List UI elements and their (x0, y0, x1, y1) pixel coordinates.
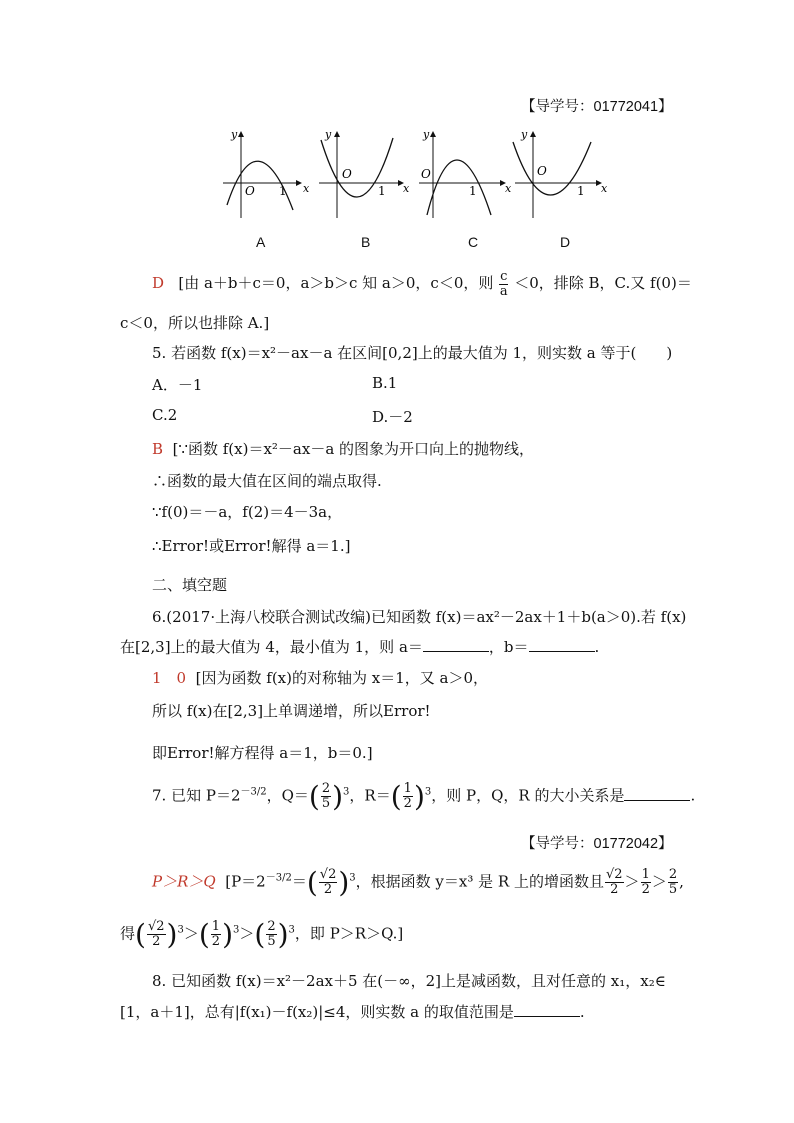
frac-num: c (500, 269, 508, 284)
graph-d (513, 128, 608, 218)
frac-den: 2 (403, 796, 412, 811)
frac-den: 5 (267, 934, 276, 949)
frac-num: √2 (147, 919, 165, 935)
question-7-pre: 7. 已知 P＝2 (152, 786, 241, 805)
x-axis-label-d: x (601, 182, 608, 195)
question-7-end: . (690, 786, 696, 805)
answer-4-text-b: ＜0，排除 B，C.又 f(0)＝ (514, 274, 692, 293)
graph-b (319, 128, 410, 218)
question-5-stem: 5. 若函数 f(x)＝x²－ax－a 在区间[0,2]上的最大值为 1，则实数 a 等于( ) (152, 344, 673, 362)
power-3: 3 (343, 786, 350, 798)
answer-6-line3: 即Error!解方程得 a＝1，b＝0.] (152, 744, 373, 762)
answer-7-line1 (152, 866, 684, 899)
power-3: 3 (349, 872, 356, 884)
frac-num: 2 (668, 867, 678, 883)
one-label-b: 1 (378, 184, 386, 198)
question-7-post: ，则 P，Q，R 的大小关系是 (431, 786, 625, 805)
option-label-a: A (256, 234, 266, 250)
paren-open: ( (198, 918, 210, 951)
question-8-text-b: . (579, 1003, 585, 1021)
equals: ＝ (291, 872, 307, 891)
question-5-option-a: A．－1 (152, 376, 203, 394)
fraction-1-2 (403, 782, 413, 810)
origin-label-c: O (421, 167, 431, 181)
paren-close: ) (277, 918, 289, 951)
option-label-c: C (468, 234, 479, 250)
reference-number-2: 【导学号：01772042】 (521, 836, 673, 852)
fraction-1-2 (641, 868, 651, 896)
x-axis-label-a: x (303, 182, 310, 195)
power-3: 3 (424, 786, 432, 798)
question-6-text-a: 在[2,3]上的最大值为 4，最小值为 1，则 a＝ (120, 638, 423, 656)
frac-num: 1 (641, 867, 650, 883)
power-3: 3 (288, 924, 295, 936)
paren-open: ( (390, 780, 402, 813)
question-8-line1: 8. 已知函数 f(x)＝x²－2ax＋5 在(－∞，2]上是减函数，且对任意的 x₁，x₂∈ (152, 972, 666, 990)
paren-close: ) (413, 780, 425, 813)
origin-label-a: O (245, 184, 255, 198)
y-axis-label-c: y (423, 128, 430, 141)
question-7 (152, 780, 695, 813)
question-6-line2 (120, 636, 599, 657)
frac-num: 2 (321, 781, 331, 797)
paren-open: ( (254, 918, 266, 951)
paren-close: ) (332, 780, 344, 813)
question-5-option-d: D.－2 (372, 408, 413, 426)
paren-close: ) (222, 918, 233, 951)
paren-open: ( (306, 866, 318, 899)
answer-6-line2: 所以 f(x)在[2,3]上单调递增，所以Error! (152, 702, 431, 720)
paren-close: ) (338, 866, 350, 899)
one-label-d: 1 (577, 184, 585, 198)
gt: ＞ (624, 872, 640, 891)
answer-7-l2-end: ，即 P＞R＞Q.] (294, 924, 404, 943)
question-6-text-c: . (594, 638, 600, 656)
frac-den: 5 (321, 796, 331, 811)
answer-4-text-a: [由 a＋b＋c＝0，a＞b＞c 知 a＞0，c＜0，则 (178, 274, 494, 293)
fraction-1-2 (211, 920, 221, 948)
exponent: －3/2 (265, 872, 292, 884)
one-label-a: 1 (279, 184, 287, 198)
fraction-2-5 (668, 868, 678, 896)
graphs-svg (215, 120, 615, 230)
question-7-q-label: ，Q＝ (266, 786, 309, 805)
origin-label-b: O (342, 167, 352, 181)
answer-6-text: [因为函数 f(x)的对称轴为 x＝1，又 a＞0， (195, 669, 489, 687)
frac-num: 2 (267, 919, 276, 935)
frac-den: 2 (323, 882, 333, 897)
frac-den: a (499, 283, 508, 299)
y-axis-label-d: y (521, 128, 528, 141)
origin-label-d: O (537, 164, 547, 178)
answer-5-line4: ∴Error!或Error!解得 a＝1.] (152, 537, 351, 555)
answer-7-result: P＞R＞Q (152, 872, 216, 891)
gt: ＞ (651, 872, 667, 891)
x-axis-label-b: x (403, 182, 410, 195)
answer-4-line2: c＜0，所以也排除 A.] (120, 314, 270, 332)
question-8-line2 (120, 1001, 585, 1022)
answer-7-pre: [P＝2 (225, 872, 266, 891)
question-6-line1: 6.(2017·上海八校联合测试改编)已知函数 f(x)＝ax²－2ax＋1＋b(a＞0).若 f(x) (152, 608, 687, 626)
frac-num: √2 (319, 867, 337, 883)
fraction-sqrt2-2 (147, 920, 166, 948)
answer-4-letter: D (152, 274, 165, 293)
power-3: 3 (233, 924, 240, 936)
question-5-option-b: B.1 (372, 374, 398, 392)
answer-7-l2-pre: 得 (120, 924, 136, 943)
fraction-2-5 (266, 920, 276, 948)
fraction-2-5 (321, 782, 331, 810)
paren-open: ( (135, 918, 146, 951)
graph-a (223, 128, 310, 218)
y-axis-label-a: y (231, 128, 238, 141)
fraction-c-over-a (499, 270, 508, 298)
answer-5-line3: ∵f(0)＝－a，f(2)＝4－3a， (152, 503, 343, 521)
answer-5-line2: ∴函数的最大值在区间的端点取得. (152, 472, 382, 490)
comma: , (679, 872, 684, 891)
frac-num: 1 (211, 919, 221, 935)
gt: ＞ (239, 924, 255, 943)
answer-5-text: [∵函数 f(x)＝x²－ax－a 的图象为开口向上的抛物线， (172, 440, 535, 458)
frac-den: 2 (152, 934, 161, 949)
question-6-text-b: ，b＝ (488, 638, 529, 656)
question-8-text-a: [1，a＋1]，总有|f(x₁)－f(x₂)|≤4，则实数 a 的取值范围是 (120, 1003, 514, 1021)
y-axis-label-b: y (325, 128, 332, 141)
frac-num: 1 (403, 781, 412, 797)
answer-blank-a[interactable] (423, 639, 489, 652)
frac-den: 2 (641, 882, 650, 897)
frac-den: 2 (211, 934, 221, 949)
paren-close: ) (166, 918, 178, 951)
frac-den: 2 (610, 882, 619, 897)
question-5-option-c: C.2 (152, 406, 178, 424)
answer-5-line1 (152, 438, 534, 459)
graph-c (419, 128, 512, 218)
fraction-sqrt2-2 (605, 868, 624, 896)
x-axis-label-c: x (505, 182, 512, 195)
answer-6-values: 1 0 (152, 669, 187, 687)
answer-5-letter: B (152, 440, 164, 458)
paren-open: ( (308, 780, 320, 813)
option-label-d: D (560, 234, 571, 250)
answer-7-line2 (120, 918, 403, 951)
option-label-b: B (361, 234, 371, 250)
answer-blank-q8[interactable] (514, 1004, 580, 1017)
answer-blank-b[interactable] (529, 639, 595, 652)
question-7-exponent: －3/2 (240, 786, 267, 798)
frac-num: √2 (605, 867, 623, 883)
reference-number: 【导学号：01772041】 (521, 99, 673, 115)
answer-7-mid: ，根据函数 y＝x³ 是 R 上的增函数且 (355, 872, 604, 891)
section-heading: 二、填空题 (152, 576, 228, 594)
power-3: 3 (177, 924, 184, 936)
answer-6-line1 (152, 667, 488, 688)
gt: ＞ (183, 924, 199, 943)
question-7-r-label: ，R＝ (349, 786, 391, 805)
parabola-graphs (215, 120, 615, 260)
fraction-sqrt2-2 (319, 868, 338, 896)
answer-blank-q7[interactable] (624, 788, 690, 801)
frac-den: 5 (668, 882, 678, 897)
answer-4-line1 (152, 270, 692, 298)
one-label-c: 1 (469, 184, 477, 198)
